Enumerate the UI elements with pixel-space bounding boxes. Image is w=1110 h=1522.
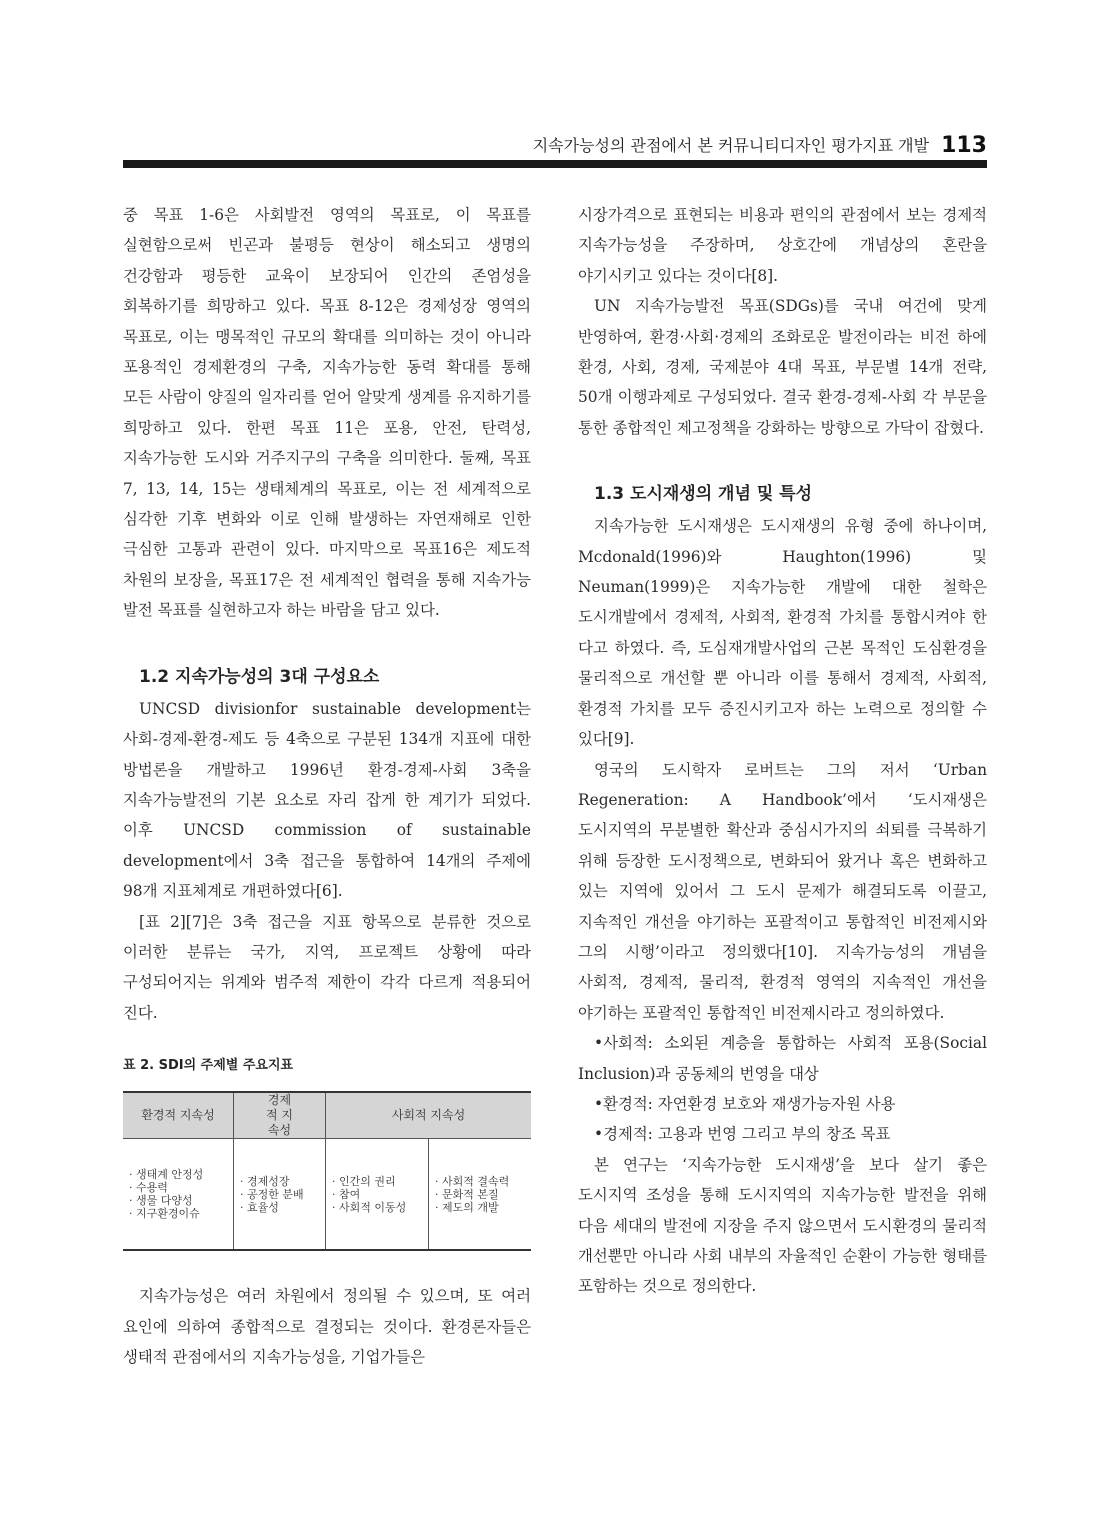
section-heading: 1.3 도시재생의 개념 및 특성 [594, 484, 813, 505]
paragraph: 지속가능한 도시재생은 도시재생의 유형 중에 하나이며, Mcdonald(1996)와 Haughton(1996) 및 Neuman(1999)은 지속가능한 개발에 대한 철학은 도시개발에서 경제적, 사회적, 환경적 가치를 통합시켜야 한 다고 하였다. 즉, 도심재개발사업의 근본 목적인 도심환경을 물리적으로 개선할 뿐 아니라 이를 통해서 경제적, 사회적, 환경적 가치를 모두 증진시키고자 하는 노력으로 정의할 수 있다[9]. [578, 517, 987, 749]
paragraph: 본 연구는 ‘지속가능한 도시재생’을 보다 살기 좋은 도시지역 조성을 통해 도시지역의 지속가능한 발전을 위해 다음 세대의 발전에 지장을 주지 않으면서 도시환경의 물리적 개선뿐만 아니라 사회 내부의 자율적인 순환이 가능한 형태를 포함하는 것으로 정의한다. [578, 1155, 987, 1296]
table-cell-social-a [326, 1139, 429, 1251]
list-item: · 제도의 개발 [435, 1201, 527, 1214]
list-item: · 수용력 [129, 1181, 229, 1194]
list-item: · 문화적 본질 [435, 1188, 527, 1201]
table-cell-social-b [429, 1139, 531, 1251]
paragraph: [표 2][7]은 3축 접근을 지표 항목으로 분류한 것으로 이러한 분류는 국가, 지역, 프로젝트 상황에 따라 구성되어지는 위계와 범주적 제한이 각각 다르게 적용되어 진다. [123, 912, 531, 1022]
list-item: · 인간의 권리 [332, 1175, 424, 1188]
paragraph: UN 지속가능발전 목표(SDGs)를 국내 여건에 맞게 반영하여, 환경·사회·경제의 조화로운 발전이라는 비전 하에 환경, 사회, 경제, 국제분야 4대 목표, 부문별 14개 전략, 50개 이행과제로 구성되었다. 결국 환경-경제-사회 각 부문을 통한 종합적인 제고정책을 강화하는 방향으로 가닥이 잡혔다. [578, 297, 987, 437]
paragraph: 영국의 도시학자 로버트는 그의 저서 ‘Urban Regeneration: A Handbook’에서 ‘도시재생은 도시지역의 무분별한 확산과 중심시가지의 쇠퇴를 극복하기 위해 등장한 도시정책으로, 변화되어 왔거나 혹은 변화하고 있는 지역에 있어서 그 도시 문제가 해결되도록 이끌고, 지속적인 개선을 야기하는 포괄적이고 통합적인 비전제시와 그의 시행’이라고 정의했다[10]. 지속가능성의 개념을 사회적, 경제적, 물리적, 환경적 영역의 지속적인 개선을 야기하는 포괄적인 통합적인 비전제시라고 정의하였다. [578, 760, 987, 1022]
list-item: · 참여 [332, 1188, 424, 1201]
list-item: · 사회적 결속력 [435, 1175, 527, 1188]
table-cell-environmental [123, 1139, 234, 1251]
list-item: · 지구환경이슈 [129, 1207, 229, 1220]
bullet-item: •사회적: 소외된 계층을 통합하는 사회적 포용(Social Inclusion)과 공동체의 번영을 대상 [578, 1034, 987, 1083]
running-header [123, 128, 987, 158]
sdi-table [123, 1091, 531, 1251]
left-column [123, 200, 531, 1372]
bullet-item: •경제적: 고용과 번영 그리고 부의 창조 목표 [594, 1125, 891, 1144]
list-item: · 사회적 이동성 [332, 1201, 424, 1214]
bullet-item: •환경적: 자연환경 보호와 재생가능자원 사용 [594, 1094, 896, 1113]
paragraph: 시장가격으로 표현되는 비용과 편익의 관점에서 보는 경제적 지속가능성을 주장하며, 상호간에 개념상의 혼란을 야기시키고 있다는 것이다[8]. [578, 206, 987, 285]
table-header-social: 사회적 지속성 [326, 1092, 532, 1139]
paragraph: 중 목표 1-6은 사회발전 영역의 목표로, 이 목표를 실현함으로써 빈곤과 불평등 현상이 해소되고 생명의 건강함과 평등한 교육이 보장되어 인간의 존엄성을 회복하기를 희망하고 있다. 목표 8-12은 경제성장 영역의 목표로, 이는 맹목적인 규모의 확대를 의미하는 것이 아니라 포용적인 경제환경의 구축, 지속가능한 동력 확대를 통해 모든 사람이 양질의 일자리를 얻어 알맞게 생계를 유지하기를 희망하고 있다. 한편 목표 11은 포용, 안전, 탄력성, 지속가능한 도시와 거주지구의 구축을 의미한다. 둘째, 목표 7, 13, 14, 15는 생태체계의 목표로, 이는 전 세계적으로 심각한 기후 변화와 이로 인해 발생하는 자연재해로 인한 극심한 고통과 관련이 있다. 마지막으로 목표16은 제도적 차원의 보장을, 목표17은 전 세계적인 협력을 통해 지속가능 발전 목표를 실현하고자 하는 바람을 담고 있다. [123, 206, 531, 620]
list-item: · 생태계 안정성 [129, 1168, 229, 1181]
page-number: 113 [941, 133, 987, 158]
table-cell-economic [234, 1139, 326, 1251]
paragraph: 지속가능성은 여러 차원에서 정의될 수 있으며, 또 여러 요인에 의하여 종합적으로 결정되는 것이다. 환경론자들은 생태적 관점에서의 지속가능성을, 기업가들은 [123, 1287, 531, 1366]
section-heading: 1.2 지속가능성의 3대 구성요소 [139, 666, 380, 687]
table-caption: 표 2. SDI의 주제별 주요지표 [123, 1058, 294, 1074]
list-item: · 공정한 분배 [240, 1188, 321, 1201]
header-rule [123, 160, 987, 168]
paragraph: UNCSD divisionfor sustainable development는 사회-경제-환경-제도 등 4축으로 구분된 134개 지표에 대한 방법론을 개발하고 1996년 환경-경제-사회 3축을 지속가능발전의 기본 요소로 자리 잡게 한 계기가 되었다. 이후 UNCSD commission of sustainable development에서 3축 접근을 통합하여 14개의 주제에 98개 지표체계로 개편하였다[6]. [123, 699, 531, 901]
running-title: 지속가능성의 관점에서 본 커뮤니티디자인 평가지표 개발 [532, 136, 930, 155]
list-item: · 효율성 [240, 1201, 321, 1214]
table-header-economic: 경제적 지속성 [234, 1092, 326, 1139]
list-item: · 경제성장 [240, 1175, 321, 1188]
table-header-environmental: 환경적 지속성 [123, 1092, 234, 1139]
right-column [578, 200, 987, 1302]
list-item: · 생물 다양성 [129, 1194, 229, 1207]
